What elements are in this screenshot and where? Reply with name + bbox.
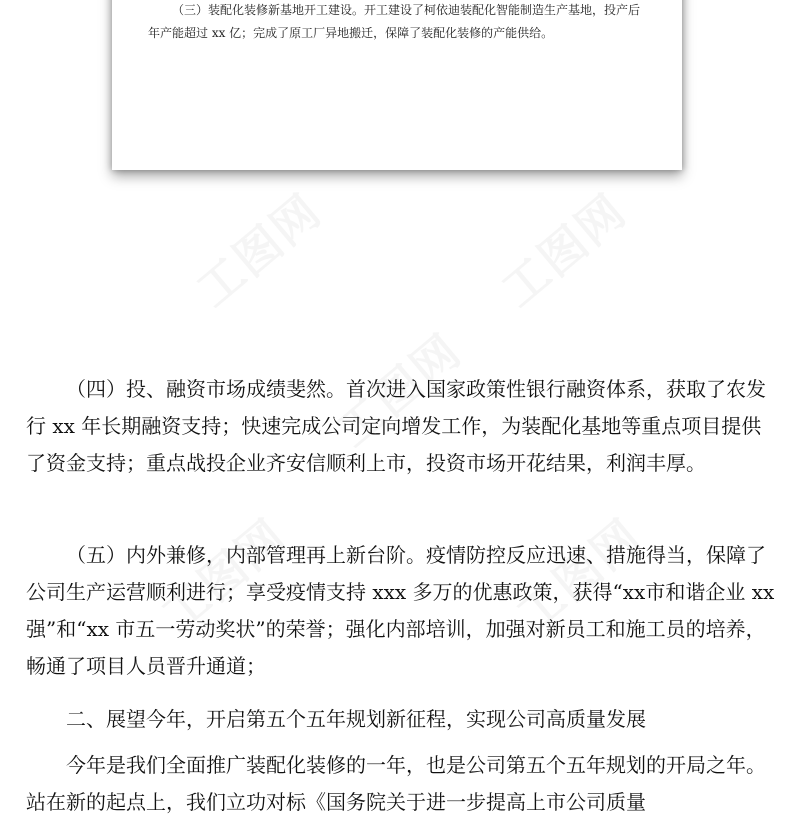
watermark: 工图网 <box>506 508 652 643</box>
watermark: 工图网 <box>186 183 332 318</box>
watermark: 工图网 <box>151 508 297 643</box>
paragraph-investment: （四）投、融资市场成绩斐然。首次进入国家政策性银行融资体系，获取了农发行 xx 年长期融资支持；快速完成公司定向增发工作，为装配化基地等重点项目提供了资金支持；重点战投企业齐安信顺利上市，投资市场开花结果，利润丰厚。 <box>26 377 766 475</box>
paragraph-internal-management: （五）内外兼修，内部管理再上新台阶。疫情防控反应迅速、措施得当，保障了公司生产运营顺利进行；享受疫情支持 xxx 多万的优惠政策，获得“xx市和谐企业 xx 强”和“xx 市五一劳动奖状”的荣誉；强化内部培训，加强对新员工和施工员的培养，畅通了项目人员晋升通道； <box>26 543 775 678</box>
embedded-page-card <box>112 0 682 170</box>
section-heading-outlook: 二、展望今年，开启第五个五年规划新征程，实现公司高质量发展 <box>66 707 646 731</box>
watermark: 工图网 <box>326 323 472 458</box>
paragraph-this-year: 今年是我们全面推广装配化装修的一年，也是公司第五个五年规划的开局之年。站在新的起点上，我们立功对标《国务院关于进一步提高上市公司质量 <box>26 753 766 814</box>
card-paragraph: （三）装配化装修新基地开工建设。开工建设了柯依迪装配化智能制造生产基地，投产后年产能超过 xx 亿；完成了原工厂异地搬迁，保障了装配化装修的产能供给。 <box>148 3 641 40</box>
watermark: 工图网 <box>491 183 637 318</box>
